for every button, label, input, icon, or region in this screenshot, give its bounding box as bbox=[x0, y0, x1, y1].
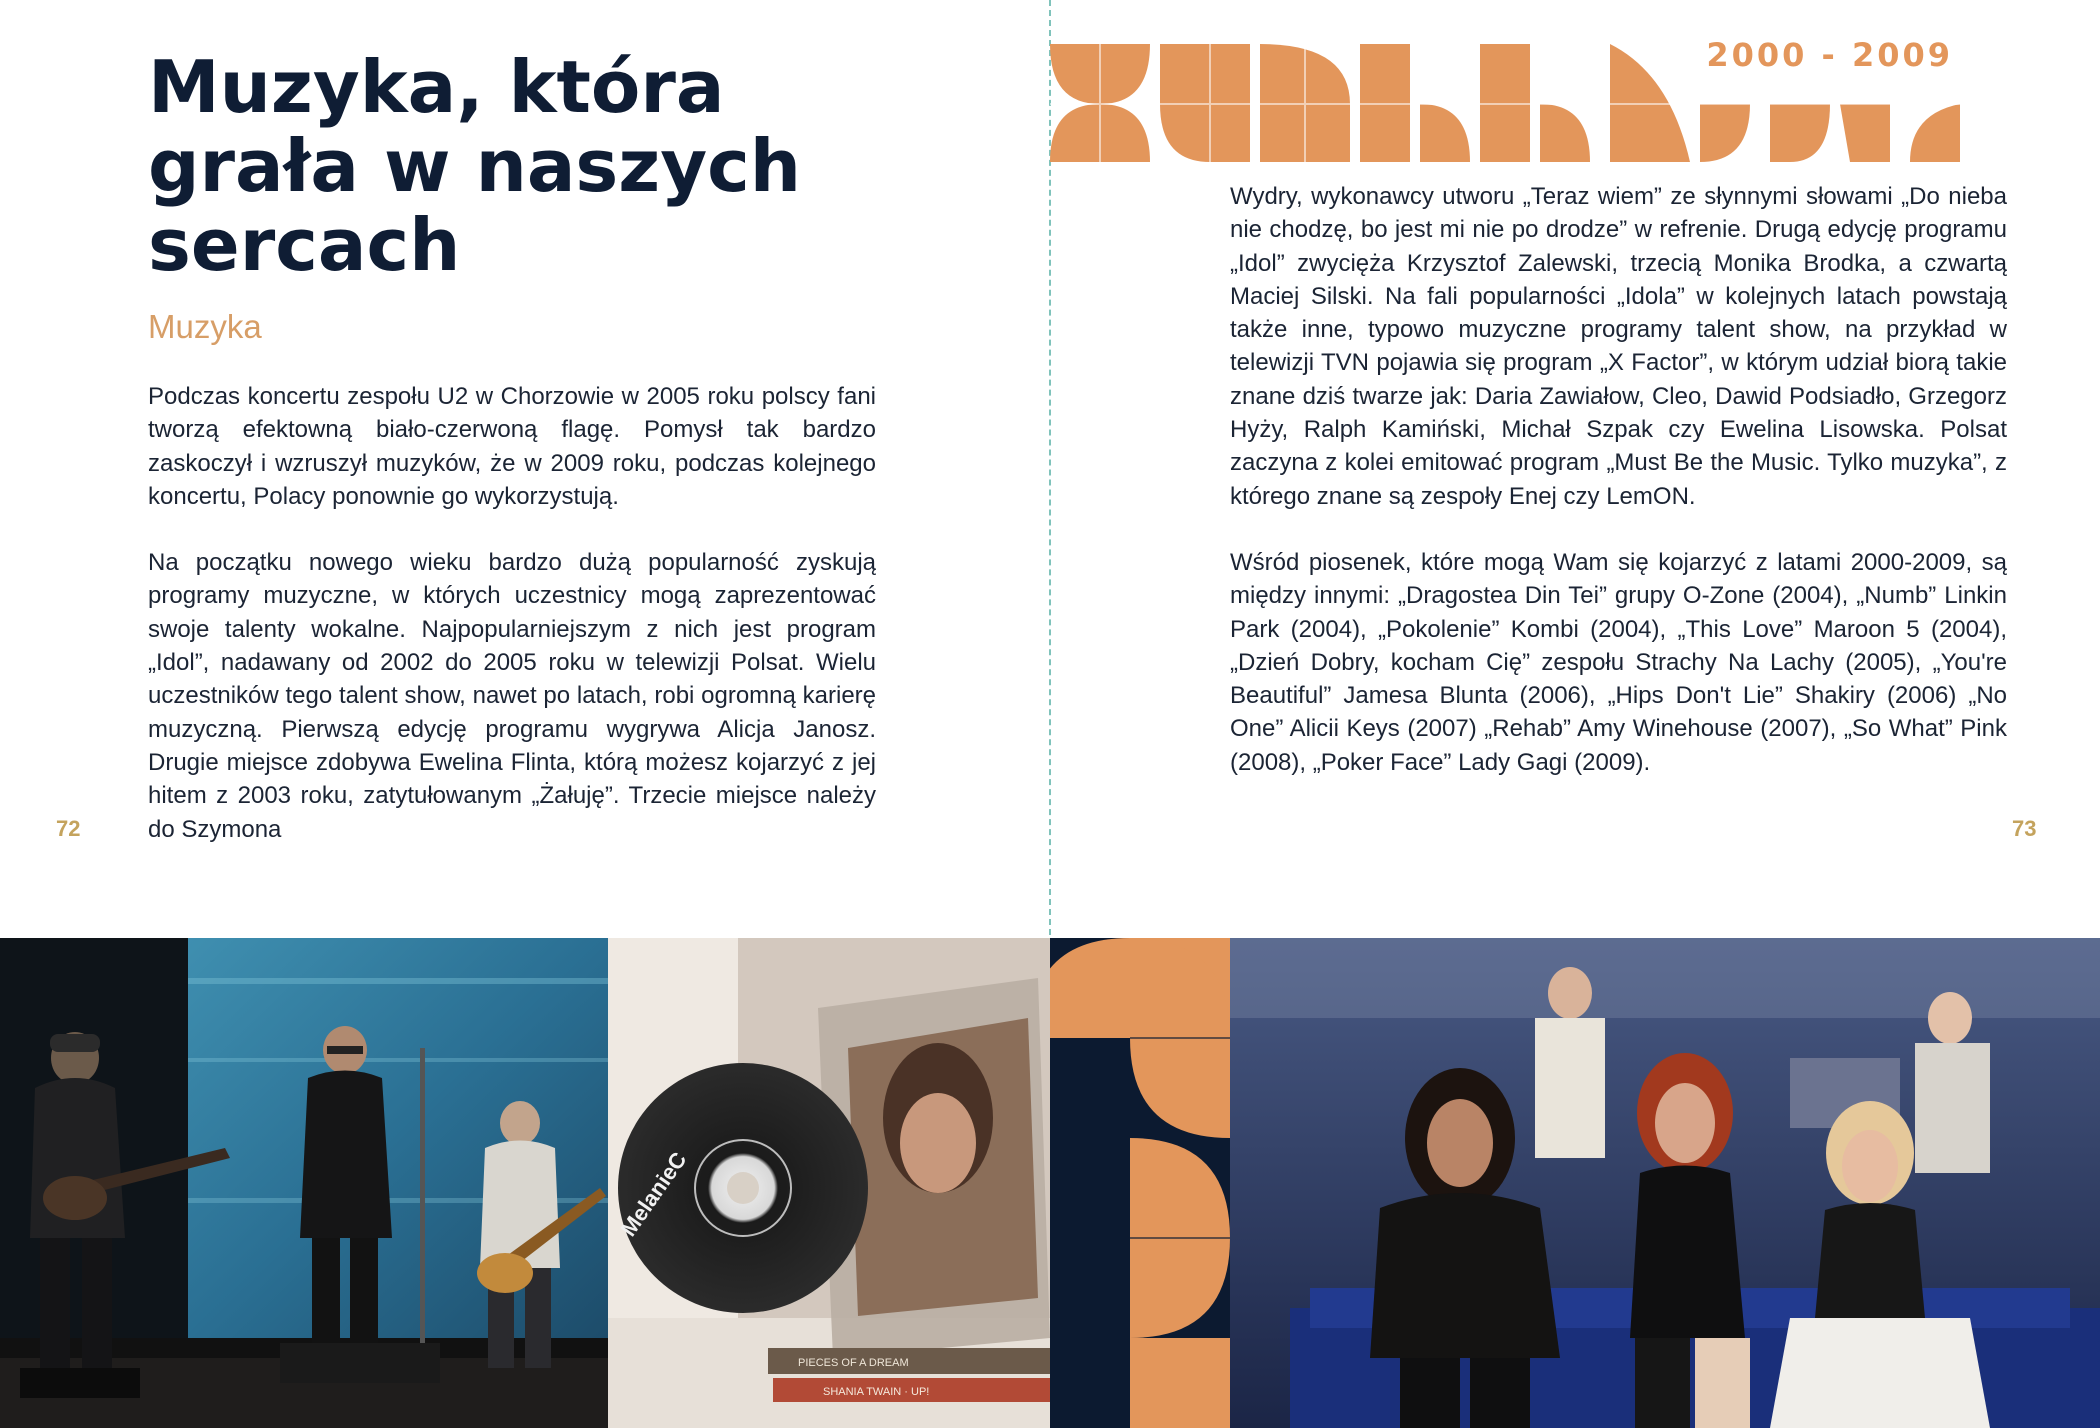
right-paragraph-2: Wśród piosenek, które mogą Wam się kojarzyć z latami 2000-2009, są między innymi: „Dragostea Din Tei” grupy O-Zone (2004), „Numb” Linkin Park (2004), „Pokolenie” Kombi (2004), „This Love” Maroon 5 (2004), „Dzień Dobry, kocham Cię” zespołu Strachy Na Lachy (2005), „You're Beautiful” Jamesa Blunta (2006), „Hips Don't Lie” Shakiry (2006) „No One” Alicii Keys (2007) „Rehab” Amy Winehouse (2007), „So What” Pink (2008), „Poker Face” Lady Gagi (2009). bbox=[1230, 548, 2007, 776]
section-label: Muzyka bbox=[148, 308, 262, 345]
talent-show-photo bbox=[1230, 938, 2100, 1428]
left-body-text bbox=[148, 380, 876, 879]
page-title bbox=[148, 45, 908, 287]
title-line-3: sercach bbox=[148, 203, 461, 287]
decorative-graphic bbox=[1050, 938, 1230, 1428]
right-paragraph-1: Wydry, wykonawcy utworu „Teraz wiem” ze słynnymi słowami „Do nieba nie chodzę, bo jest mi nie po drodze” w refrenie. Drugą edycję programu „Idol” zwycięża Krzysztof Zalewski, trzecią Monika Brodka, a czwartą Maciej Silski. Na fali popularności „Idola” w kolejnych latach powstają także inne, typowo muzyczne programy talent show, na przykład w telewizji TVN pojawia się program „X Factor”, w którym udział biorą takie znane dziś twarze jak: Daria Zawiałow, Cleo, Dawid Podsiadło, Grzegorz Hyży, Ralph Kamiński, Michał Szpak czy Ewelina Lisowska. Polsat zaczyna z kolei emitować program „Must Be the Music. Tylko muzyka”, z którego znane są zespoły Enej czy LemON. bbox=[1230, 183, 2007, 510]
cd-label-text: MelanieC bbox=[615, 1147, 692, 1241]
title-line-2: grała w naszych bbox=[148, 124, 802, 208]
cd-photo bbox=[608, 938, 1050, 1428]
title-line-1: Muzyka, która bbox=[148, 45, 725, 129]
cd-spine-2: SHANIA TWAIN · UP! bbox=[823, 1386, 930, 1398]
concert-photo bbox=[0, 938, 608, 1428]
left-paragraph-2: Na początku nowego wieku bardzo dużą popularność zyskują programy muzyczne, w których uczestnicy mogą zaprezentować swoje talenty wokalne. Najpopularniejszym z nich jest program „Idol”, nadawany od 2002 do 2005 roku w telewizji Polsat. Wielu uczestników tego talent show, nawet po latach, robi ogromną karierę muzyczną. Pierwszą edycję programu wygrywa Alicja Janosz. Drugie miejsce zdobywa Ewelina Flinta, którą możesz kojarzyć z jej hitem z 2003 roku, zatytułowanym „Żałuję”. Trzecie miejsce należy do Szymona bbox=[148, 549, 876, 843]
right-body-text bbox=[1230, 180, 2007, 812]
left-paragraph-1: Podczas koncertu zespołu U2 w Chorzowie w 2005 roku polscy fani tworzą efektowną biało-czerwoną flagę. Pomysł tak bardzo zaskoczył i wzruszył muzyków, że w 2009 roku, podczas kolejnego koncertu, Polacy ponownie go wykorzystują. bbox=[148, 383, 876, 510]
cd-spine-1: PIECES OF A DREAM bbox=[798, 1357, 909, 1369]
page-number-left: 72 bbox=[56, 816, 81, 841]
right-page bbox=[1050, 0, 2100, 1428]
page-number-right: 73 bbox=[2012, 816, 2037, 841]
era-label: 2000 - 2009 bbox=[1706, 36, 1953, 74]
